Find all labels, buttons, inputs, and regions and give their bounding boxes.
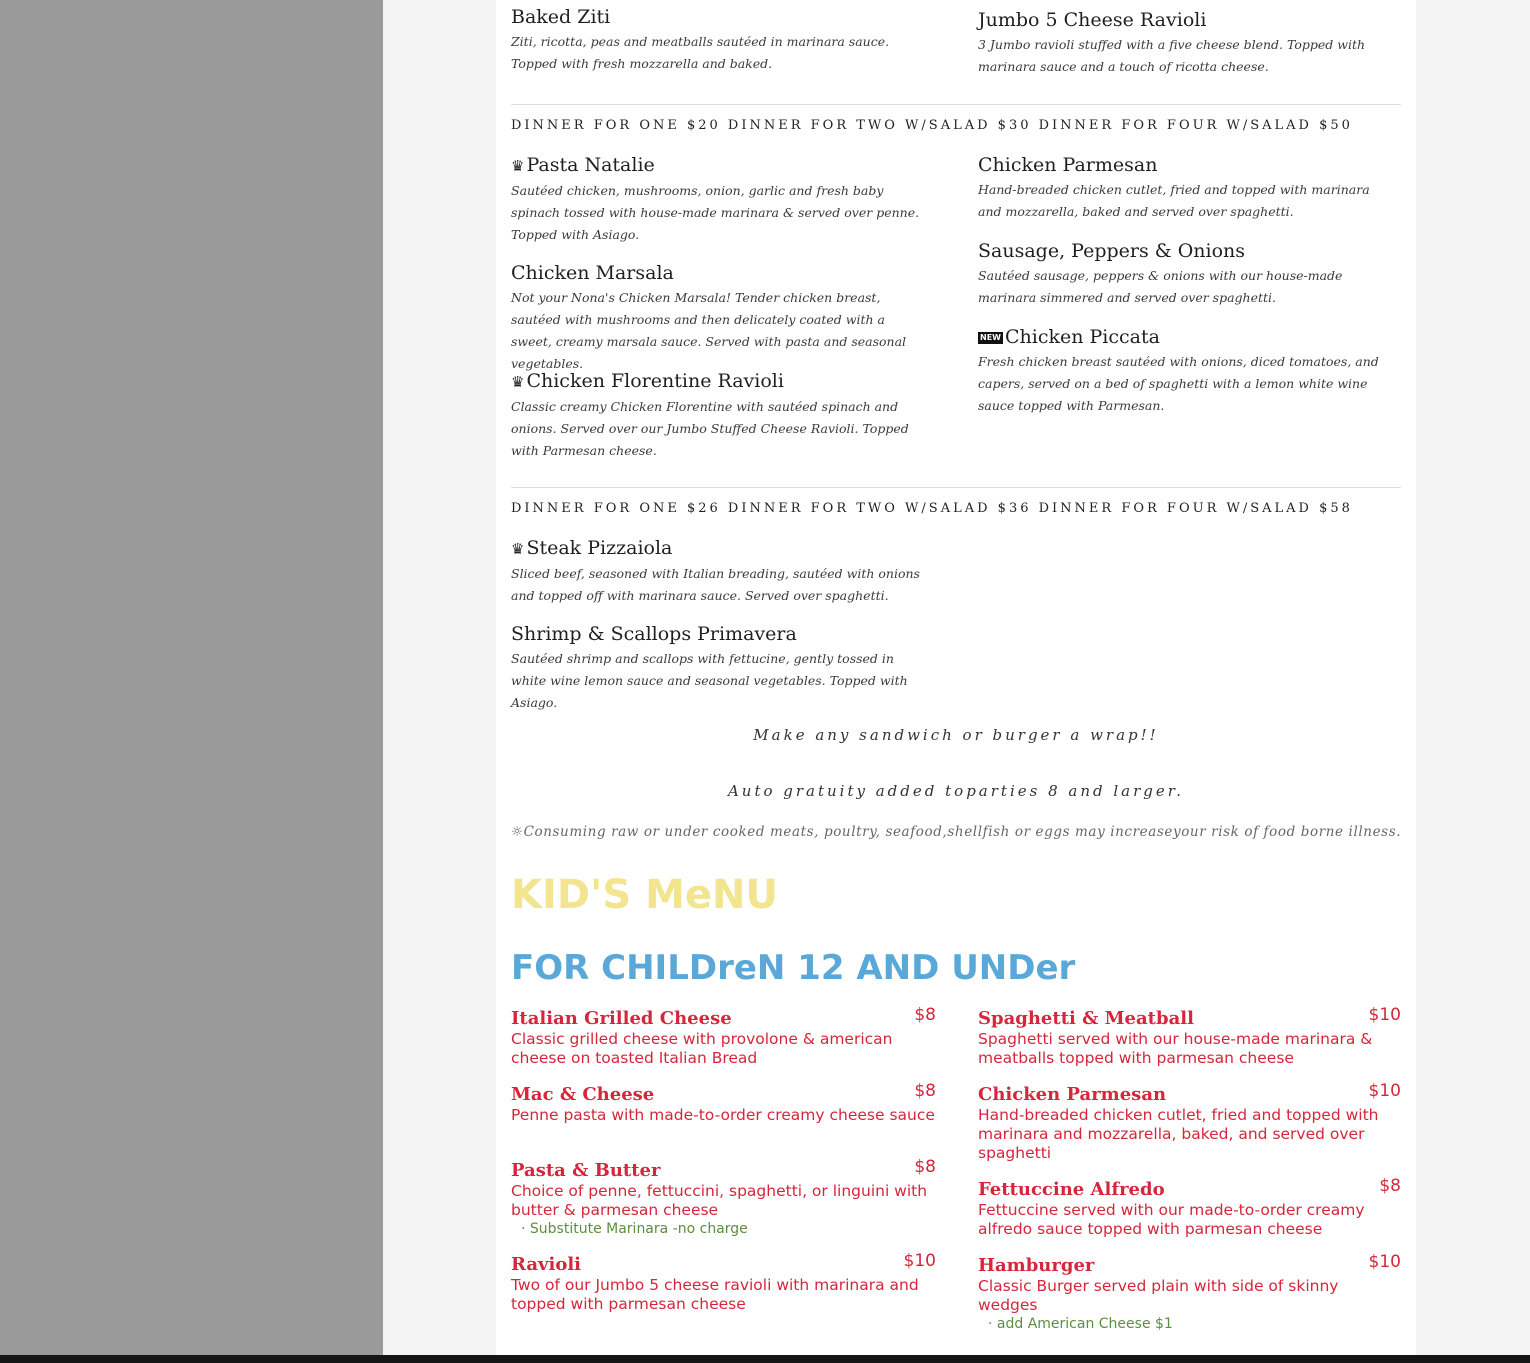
left-gray-panel xyxy=(0,0,383,1355)
item-name: Chicken Marsala xyxy=(511,262,674,284)
section-divider xyxy=(511,104,1401,105)
item-name-row xyxy=(511,536,921,561)
kids-item-description: Choice of penne, fettuccini, spaghetti, or linguini with butter & parmesan cheese xyxy=(511,1182,928,1219)
kids-item-name: Hamburger xyxy=(978,1255,1095,1276)
kids-item-price: $8 xyxy=(914,1005,936,1025)
item-name: Baked Ziti xyxy=(511,6,611,28)
section-divider xyxy=(511,487,1401,488)
kids-item-name: Spaghetti & Meatball xyxy=(978,1008,1194,1029)
item-name: Sausage, Peppers & Onions xyxy=(978,240,1246,262)
food-warning-row xyxy=(496,824,1416,840)
kids-item-name: Chicken Parmesan xyxy=(978,1084,1167,1105)
kids-item-name: Italian Grilled Cheese xyxy=(511,1008,732,1029)
kids-item-price: $8 xyxy=(914,1157,936,1177)
menu-item xyxy=(978,153,1388,223)
kids-item-description: Spaghetti served with our house-made marinara & meatballs topped with parmesan cheese xyxy=(978,1030,1373,1067)
item-name: Chicken Florentine Ravioli xyxy=(526,370,784,392)
kids-item-price: $8 xyxy=(1379,1176,1401,1196)
kids-menu-item xyxy=(511,1157,936,1239)
kids-menu-item xyxy=(978,1252,1401,1334)
crown-icon: ♛ xyxy=(511,157,525,175)
item-name: Steak Pizzaiola xyxy=(526,537,673,559)
warning-icon: ☼ xyxy=(510,824,524,840)
item-name: Chicken Parmesan xyxy=(978,154,1158,176)
menu-item xyxy=(511,153,921,246)
section-price-header: DINNER FOR ONE $20 DINNER FOR TWO W/SALAD $30 DINNER FOR FOUR W/SALAD $50 xyxy=(511,118,1353,133)
crown-icon: ♛ xyxy=(511,373,525,391)
item-description: Sautéed chicken, mushrooms, onion, garlic and fresh baby spinach tossed with house-made marinara & served over penne. Topped with Asiago. xyxy=(511,183,920,242)
item-description: Fresh chicken breast sautéed with onions, diced tomatoes, and capers, served on a bed of spaghetti with a lemon white wine sauce topped with Parmesan. xyxy=(978,354,1379,413)
item-name: Chicken Piccata xyxy=(1004,326,1160,348)
item-description: Sautéed shrimp and scallops with fettucine, gently tossed in white wine lemon sauce and seasonal vegetables. Topped with Asiago. xyxy=(511,651,908,710)
kids-item-price: $10 xyxy=(1368,1005,1401,1025)
kids-menu-item xyxy=(511,1081,936,1125)
kids-menu-item xyxy=(978,1005,1401,1068)
kids-item-name: Ravioli xyxy=(511,1254,582,1275)
kids-menu-item xyxy=(511,1005,936,1068)
menu-item xyxy=(978,325,1388,417)
kids-menu-title: KID'S MeNU xyxy=(511,872,778,918)
new-badge: NEW xyxy=(980,333,1001,342)
kids-item-option: · add American Cheese $1 xyxy=(988,1316,1173,1332)
kids-item-description: Classic Burger served plain with side of skinny wedges xyxy=(978,1277,1339,1314)
section-price-header: DINNER FOR ONE $26 DINNER FOR TWO W/SALAD $36 DINNER FOR FOUR W/SALAD $58 xyxy=(511,501,1353,516)
menu-item xyxy=(511,536,921,607)
kids-item-name: Fettuccine Alfredo xyxy=(978,1179,1165,1200)
kids-item-name: Mac & Cheese xyxy=(511,1084,655,1105)
kids-item-name: Pasta & Butter xyxy=(511,1160,661,1181)
item-name: Pasta Natalie xyxy=(526,154,655,176)
item-name: Jumbo 5 Cheese Ravioli xyxy=(978,9,1207,31)
item-name-row xyxy=(978,325,1388,349)
kids-item-price: $10 xyxy=(1368,1081,1401,1101)
kids-item-description: Fettuccine served with our made-to-order creamy alfredo sauce topped with parmesan cheese xyxy=(978,1201,1365,1238)
kids-item-description: Hand-breaded chicken cutlet, fried and topped with marinara and mozzarella, baked, and served over spaghetti xyxy=(978,1106,1379,1162)
bottom-bar xyxy=(0,1355,1530,1363)
item-description: Hand-breaded chicken cutlet, fried and topped with marinara and mozzarella, baked and served over spaghetti. xyxy=(978,182,1370,219)
kids-item-option: · Substitute Marinara -no charge xyxy=(521,1221,748,1237)
item-name-row xyxy=(511,153,921,178)
crown-icon: ♛ xyxy=(511,540,525,558)
kids-item-description: Two of our Jumbo 5 cheese ravioli with marinara and topped with parmesan cheese xyxy=(511,1276,919,1313)
kids-item-price: $8 xyxy=(914,1081,936,1101)
item-description: Sautéed sausage, peppers & onions with our house-made marinara simmered and served over spaghetti. xyxy=(978,268,1343,305)
wrap-note: Make any sandwich or burger a wrap!! xyxy=(753,726,1159,744)
menu-item xyxy=(978,8,1388,78)
item-description: Sliced beef, seasoned with Italian breading, sautéed with onions and topped off with marinara sauce. Served over spaghetti. xyxy=(511,566,920,603)
menu-item xyxy=(511,261,921,375)
kids-menu-item xyxy=(978,1081,1401,1163)
item-name-row xyxy=(511,369,921,394)
item-description: Classic creamy Chicken Florentine with sautéed spinach and onions. Served over our Jumbo Stuffed Cheese Ravioli. Topped with Parmesan cheese. xyxy=(511,399,909,458)
menu-item xyxy=(511,5,921,75)
kids-item-description: Classic grilled cheese with provolone & american cheese on toasted Italian Bread xyxy=(511,1030,893,1067)
kids-menu-item xyxy=(978,1176,1401,1239)
menu-item xyxy=(511,622,921,714)
kids-item-price: $10 xyxy=(903,1251,936,1271)
item-description: Not your Nona's Chicken Marsala! Tender chicken breast, sautéed with mushrooms and then delicately coated with a sweet, creamy marsala sauce. Served with pasta and seasonal vegetables. xyxy=(511,290,907,371)
item-description: 3 Jumbo ravioli stuffed with a five cheese blend. Topped with marinara sauce and a touch of ricotta cheese. xyxy=(978,37,1366,74)
gratuity-note: Auto gratuity added toparties 8 and larger. xyxy=(727,782,1185,800)
item-description: Ziti, ricotta, peas and meatballs sautéed in marinara sauce. Topped with fresh mozzarella and baked. xyxy=(511,34,890,71)
food-warning-text: Consuming raw or under cooked meats, poultry, seafood,shellfish or eggs may increaseyour risk of food borne illness. xyxy=(523,824,1402,840)
kids-item-price: $10 xyxy=(1368,1252,1401,1272)
menu-item xyxy=(978,239,1388,309)
item-name: Shrimp & Scallops Primavera xyxy=(511,623,797,645)
kids-menu-subtitle: FOR CHILDreN 12 AND UNDer xyxy=(511,948,1076,988)
kids-item-description: Penne pasta with made-to-order creamy cheese sauce xyxy=(511,1106,935,1124)
kids-menu-item xyxy=(511,1251,936,1314)
menu-item xyxy=(511,369,921,462)
